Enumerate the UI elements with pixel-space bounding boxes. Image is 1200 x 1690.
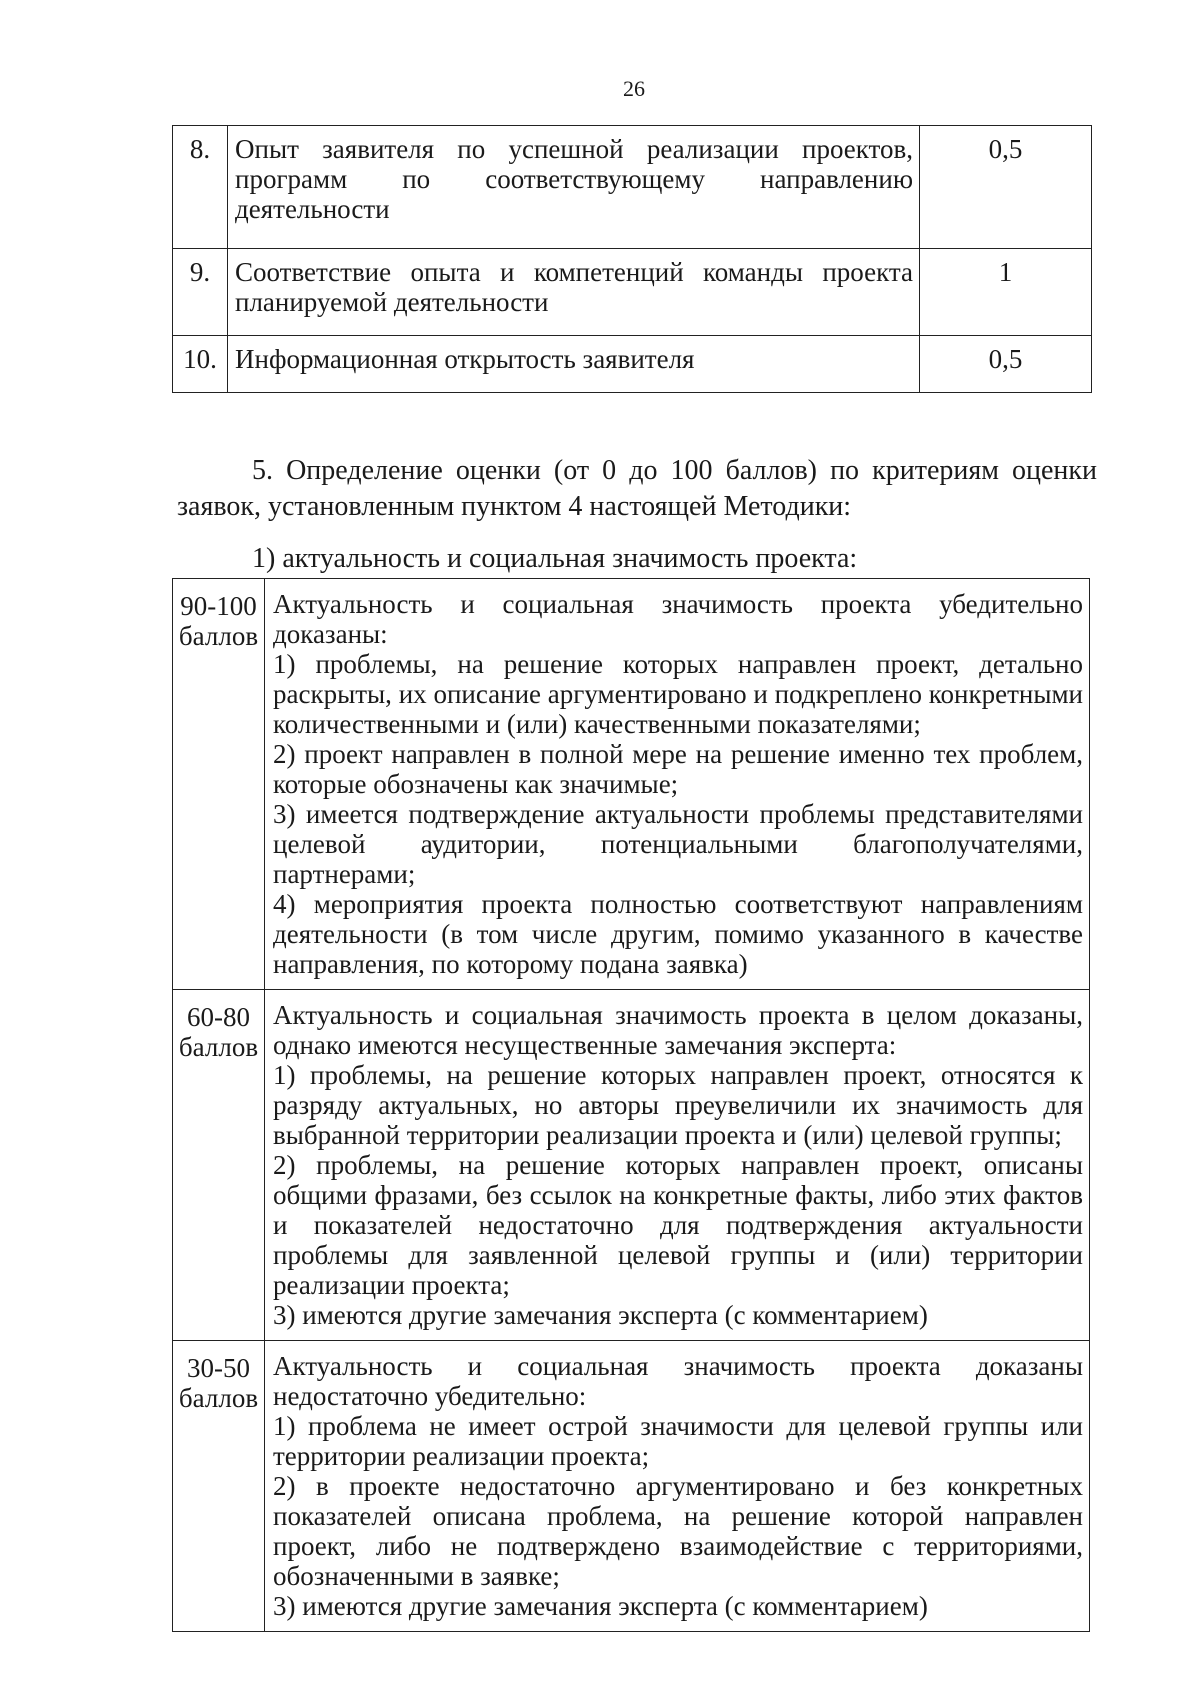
criterion-weight: 0,5 — [920, 336, 1092, 393]
criterion-weight: 0,5 — [920, 126, 1092, 249]
description-line: 2) в проекте недостаточно аргументировано и без конкретных показателей описана проблема, на решение которой направлен проект, либо не подтверждено взаимодействие с территориями, обозначенными в заявке; — [273, 1471, 1083, 1591]
description-line: 1) проблемы, на решение которых направлен проект, детально раскрыты, их описание аргументировано и подкреплено конкретными количественными и (или) качественными показателями; — [273, 649, 1083, 739]
subheading-relevance: 1) актуальность и социальная значимость проекта: — [252, 543, 858, 574]
criterion-number: 8. — [173, 126, 228, 249]
table-row — [173, 990, 1090, 1341]
description-line: Актуальность и социальная значимость проекта в целом доказаны, однако имеются несущественные замечания эксперта: — [273, 1000, 1083, 1060]
criterion-text: Соответствие опыта и компетенций команды проекта планируемой деятельности — [228, 249, 920, 336]
table-row — [173, 126, 1092, 249]
description-line: 1) проблема не имеет острой значимости для целевой группы или территории реализации проекта; — [273, 1411, 1083, 1471]
score-range-cell — [173, 579, 265, 990]
criterion-weight: 1 — [920, 249, 1092, 336]
score-description — [265, 579, 1090, 990]
table-row — [173, 579, 1090, 990]
description-line: 3) имеется подтверждение актуальности проблемы представителями целевой аудитории, потенциальными благополучателями, партнерами; — [273, 799, 1083, 889]
score-range: 30-50 — [187, 1353, 250, 1383]
score-unit: баллов — [178, 1383, 259, 1413]
description-line: 2) проблемы, на решение которых направлен проект, описаны общими фразами, без ссылок на конкретные факты, либо этих фактов и показателей недостаточно для подтверждения актуальности проблемы для заявленной целевой группы и (или) территории реализации проекта; — [273, 1150, 1083, 1300]
description-line: 2) проект направлен в полной мере на решение именно тех проблем, которые обозначены как значимые; — [273, 739, 1083, 799]
table-row — [173, 249, 1092, 336]
table-row — [173, 1341, 1090, 1632]
score-range-cell — [173, 990, 265, 1341]
criterion-text: Опыт заявителя по успешной реализации проектов, программ по соответствующему направлению деятельности — [228, 126, 920, 249]
table-row — [173, 336, 1092, 393]
score-range: 60-80 — [187, 1002, 250, 1032]
description-line: 4) мероприятия проекта полностью соответствуют направлениям деятельности (в том числе другим, помимо указанного в качестве направления, по которому подана заявка) — [273, 889, 1083, 979]
score-range: 90-100 — [180, 591, 257, 621]
scoring-table — [172, 578, 1090, 1632]
score-description — [265, 990, 1090, 1341]
description-line: Актуальность и социальная значимость проекта доказаны недостаточно убедительно: — [273, 1351, 1083, 1411]
paragraph-5: 5. Определение оценки (от 0 до 100 баллов) по критериям оценки заявок, установленным пунктом 4 настоящей Методики: — [177, 455, 1097, 522]
page-number: 26 — [623, 76, 645, 101]
score-unit: баллов — [178, 621, 259, 651]
criterion-text: Информационная открытость заявителя — [228, 336, 920, 393]
description-line: 3) имеются другие замечания эксперта (с комментарием) — [273, 1300, 928, 1330]
description-line: 1) проблемы, на решение которых направлен проект, относятся к разряду актуальных, но авторы преувеличили их значимость для выбранной территории реализации проекта и (или) целевой группы; — [273, 1060, 1083, 1150]
criterion-number: 10. — [173, 336, 228, 393]
description-line: 3) имеются другие замечания эксперта (с комментарием) — [273, 1591, 928, 1621]
criterion-number: 9. — [173, 249, 228, 336]
description-line: Актуальность и социальная значимость проекта убедительно доказаны: — [273, 589, 1083, 649]
criteria-table — [172, 125, 1092, 393]
score-unit: баллов — [178, 1032, 259, 1062]
score-range-cell — [173, 1341, 265, 1632]
score-description — [265, 1341, 1090, 1632]
